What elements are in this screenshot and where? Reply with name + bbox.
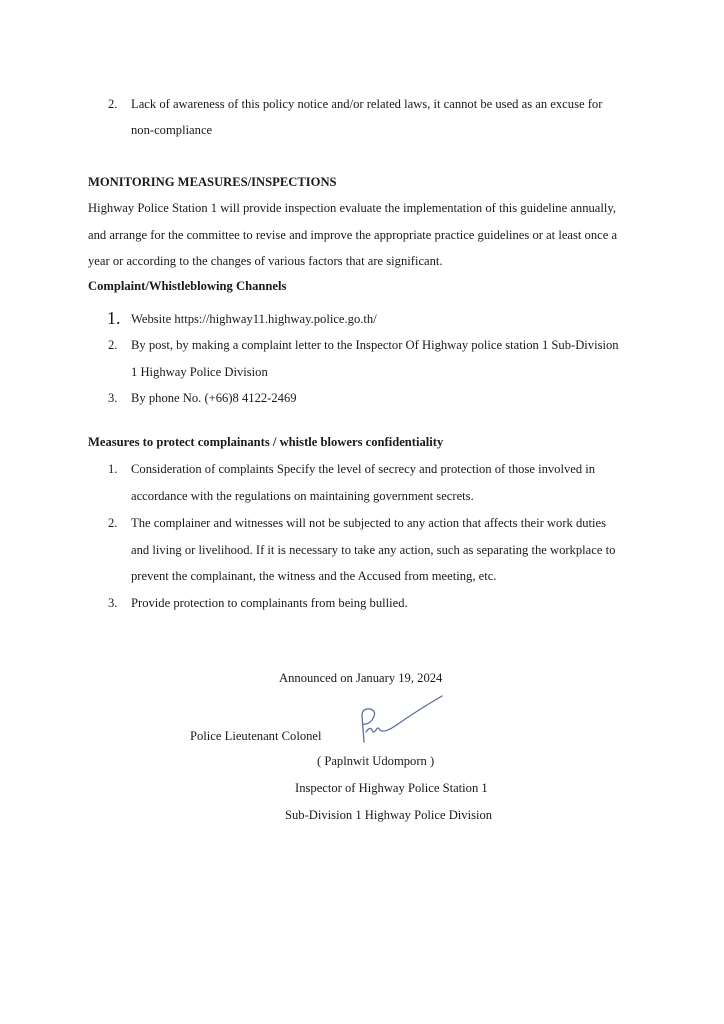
list-number: 2. — [108, 97, 118, 111]
signer-division: Sub-Division 1 Highway Police Division — [285, 808, 493, 822]
list-number: 1. — [108, 462, 118, 476]
paragraph-line: year or according to the changes of various factors that are significant. — [88, 254, 443, 268]
paragraph-line: and arrange for the committee to revise and improve the appropriate practice guidelines or at least once a — [88, 228, 618, 242]
signer-name: ( Paplnwit Udomporn ) — [317, 754, 435, 768]
list-number: 1. — [107, 308, 121, 328]
handwritten-signature — [352, 692, 448, 750]
signer-title: Inspector of Highway Police Station 1 — [295, 781, 488, 795]
signature-stroke — [366, 696, 442, 732]
list-item-text: Lack of awareness of this policy notice and/or related laws, it cannot be used as an excuse for — [131, 97, 603, 111]
signature-stroke — [362, 709, 375, 742]
list-number: 2. — [108, 338, 118, 352]
section-heading: MONITORING MEASURES/INSPECTIONS — [88, 175, 337, 189]
list-item-text: accordance with the regulations on maintaining government secrets. — [131, 489, 474, 503]
list-item-text: non-compliance — [131, 123, 213, 137]
announcement-date: Announced on January 19, 2024 — [279, 671, 443, 685]
section-heading: Complaint/Whistleblowing Channels — [88, 279, 287, 293]
paragraph-line: Highway Police Station 1 will provide inspection evaluate the implementation of this guideline annually, — [88, 201, 617, 215]
list-item-text: By post, by making a complaint letter to the Inspector Of Highway police station 1 Sub-Division — [131, 338, 619, 352]
list-item-text: The complainer and witnesses will not be subjected to any action that affects their work duties — [131, 516, 607, 530]
website-link[interactable]: Website https://highway11.highway.police.go.th/ — [131, 312, 377, 326]
list-number: 3. — [108, 596, 118, 610]
list-item-text: Consideration of complaints Specify the level of secrecy and protection of those involved in — [131, 462, 596, 476]
list-item-text: Provide protection to complainants from being bullied. — [131, 596, 408, 610]
list-number: 2. — [108, 516, 118, 530]
list-number: 3. — [108, 391, 118, 405]
list-item-text: and living or livelihood. If it is necessary to take any action, such as separating the workplace to — [131, 543, 616, 557]
phone-number: By phone No. (+66)8 4122-2469 — [131, 391, 297, 405]
list-item-text: 1 Highway Police Division — [131, 365, 268, 379]
signer-rank: Police Lieutenant Colonel — [190, 729, 322, 743]
list-item-text: prevent the complainant, the witness and the Accused from meeting, etc. — [131, 569, 497, 583]
section-heading: Measures to protect complainants / whistle blowers confidentiality — [88, 435, 444, 449]
